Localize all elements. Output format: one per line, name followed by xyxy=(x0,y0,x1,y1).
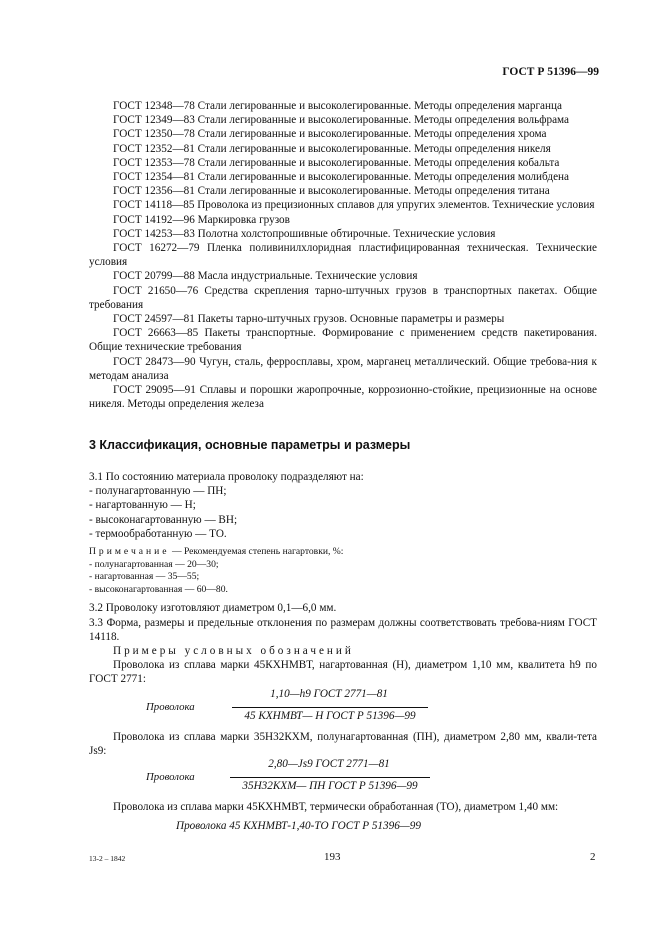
footer-left: 13-2 – 1842 xyxy=(89,854,126,863)
note-item: - нагартованная — 35—55; xyxy=(89,571,200,583)
paragraph-3-3: 3.3 Форма, размеры и предельные отклонения по размерам должны соответствовать требова-ниям ГОСТ 14118. xyxy=(89,616,597,643)
footer-page-number: 193 xyxy=(324,851,341,863)
reference-item: ГОСТ 12349—83 Стали легированные и высоколегированные. Методы определения вольфрама xyxy=(113,114,570,127)
example-2-block xyxy=(89,730,597,758)
formula-2-fraction-line xyxy=(230,777,430,778)
examples-heading: Примеры условных обозначений xyxy=(113,645,354,657)
state-item: - высоконагартованную — ВН; xyxy=(89,513,238,526)
example-3-text: Проволока из сплава марки 45КХНМВТ, термически обработанная (ТО), диаметром 1,40 мм: xyxy=(113,801,559,813)
formula-1-denominator: 45 КХНМВТ— Н ГОСТ Р 51396—99 xyxy=(244,710,416,722)
example-3-block xyxy=(89,800,597,814)
state-item: - полунагартованную — ПН; xyxy=(89,485,227,498)
paragraph-3-1: 3.1 По состоянию материала проволоку подразделяют на: xyxy=(89,471,364,483)
note-item: - полунагартованная — 20—30; xyxy=(89,558,219,570)
reference-item: ГОСТ 26663—85 Пакеты транспортные. Формирование с применением средств пакетирования. Общие технические требования xyxy=(89,327,597,354)
reference-item: ГОСТ 14118—85 Проволока из прецизионных сплавов для упругих элементов. Технические условия xyxy=(113,199,595,212)
section-heading: 3 Классификация, основные параметры и размеры xyxy=(89,438,411,452)
reference-item: ГОСТ 12348—78 Стали легированные и высоколегированные. Методы определения марганца xyxy=(113,100,562,112)
note xyxy=(89,546,597,559)
reference-item: ГОСТ 28473—90 Чугун, сталь, ферросплавы, хром, марганец металлический. Общие требова-ния к методам анализа xyxy=(89,355,597,382)
reference-item: ГОСТ 14192—96 Маркировка грузов xyxy=(113,213,290,226)
header-title: ГОСТ Р 51396—99 xyxy=(502,66,599,78)
reference-item: ГОСТ 20799—88 Масла индустриальные. Технические условия xyxy=(113,270,418,283)
formula-1-label: Проволока xyxy=(146,701,195,713)
state-item: - нагартованную — Н; xyxy=(89,499,196,512)
note-text: — Рекомендуемая степень нагартовки, %: xyxy=(169,546,344,558)
reference-item: ГОСТ 14253—83 Полотна холстопрошивные обтирочные. Технические условия xyxy=(113,227,496,240)
note-item: - высоконагартованная — 60—80. xyxy=(89,583,228,595)
paragraph-3-2: 3.2 Проволоку изготовляют диаметром 0,1—6,0 мм. xyxy=(89,602,337,615)
reference-item: ГОСТ 12352—81 Стали легированные и высоколегированные. Методы определения никеля xyxy=(113,142,551,155)
reference-item: ГОСТ 12353—78 Стали легированные и высоколегированные. Методы определения кобальта xyxy=(113,156,560,169)
footer-right: 2 xyxy=(590,851,596,863)
formula-1-fraction-line xyxy=(232,707,428,708)
section-body xyxy=(89,470,597,687)
reference-item: ГОСТ 29095—91 Сплавы и порошки жаропрочные, коррозионно-стойкие, прецизионные на основе никеля. Методы определения железа xyxy=(89,384,597,411)
reference-item: ГОСТ 24597—81 Пакеты тарно-штучных грузов. Основные параметры и размеры xyxy=(113,313,505,326)
formula-2-numerator: 2,80—Js9 ГОСТ 2771—81 xyxy=(268,758,390,770)
state-item: - термообработанную — ТО. xyxy=(89,527,227,540)
reference-item: ГОСТ 21650—76 Средства скрепления тарно-штучных грузов в транспортных пакетах. Общие требования xyxy=(89,284,597,311)
reference-item: ГОСТ 12354—81 Стали легированные и высоколегированные. Методы определения молибдена xyxy=(113,171,570,184)
formula-2-label: Проволока xyxy=(146,771,195,783)
formula-2-denominator: 35Н32КХМ— ПН ГОСТ Р 51396—99 xyxy=(242,780,418,792)
note-label: Примечание xyxy=(89,546,170,558)
formula-1-numerator: 1,10—h9 ГОСТ 2771—81 xyxy=(270,688,388,700)
references-list xyxy=(89,99,597,411)
example-1-text: Проволока из сплава марки 45КХНМВТ, нагартованная (Н), диаметром 1,10 мм, квалитета h9 по ГОСТ 2771: xyxy=(89,659,597,686)
reference-item: ГОСТ 12350—78 Стали легированные и высоколегированные. Методы определения хрома xyxy=(113,128,547,141)
reference-item: ГОСТ 12356—81 Стали легированные и высоколегированные. Методы определения титана xyxy=(113,185,550,198)
example-2-text: Проволока из сплава марки 35Н32КХМ, полунагартованная (ПН), диаметром 2,80 мм, квали-тета Js9: xyxy=(89,731,597,758)
reference-item: ГОСТ 16272—79 Пленка поливинилхлоридная пластифицированная техническая. Технические условия xyxy=(89,242,597,269)
formula-3: Проволока 45 КХНМВТ-1,40-ТО ГОСТ Р 51396—99 xyxy=(176,820,421,832)
